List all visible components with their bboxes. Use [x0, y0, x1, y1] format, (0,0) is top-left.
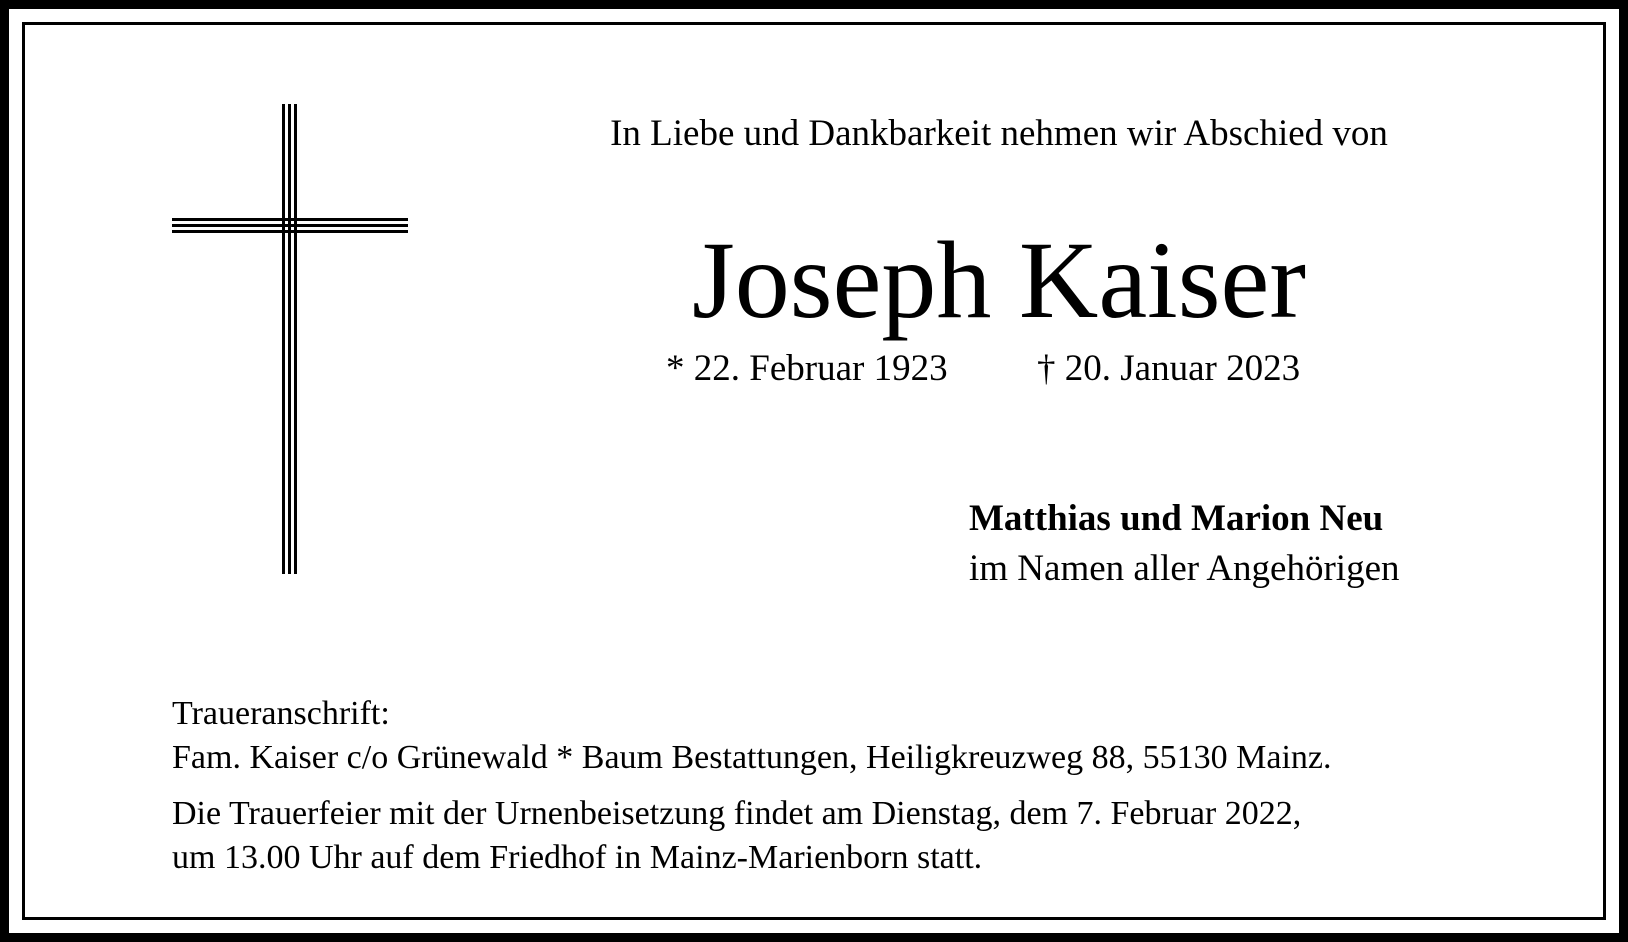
deceased-name: Joseph Kaiser: [691, 219, 1307, 341]
signers-subtitle: im Namen aller Angehörigen: [969, 548, 1400, 589]
ceremony-line-1: Die Trauerfeier mit der Urnenbeisetzung findet am Dienstag, dem 7. Februar 2022,: [172, 795, 1302, 832]
cross-icon: [172, 104, 408, 574]
ceremony-line-2: um 13.00 Uhr auf dem Friedhof in Mainz-Marienborn statt.: [172, 839, 983, 876]
birth-date: * 22. Februar 1923: [666, 348, 948, 389]
intro-text: In Liebe und Dankbarkeit nehmen wir Abschied von: [610, 113, 1388, 154]
death-date: † 20. Januar 2023: [1037, 348, 1301, 389]
signers-names: Matthias und Marion Neu: [969, 498, 1384, 539]
address-line: Fam. Kaiser c/o Grünewald * Baum Bestattungen, Heiligkreuzweg 88, 55130 Mainz.: [172, 739, 1332, 776]
address-label: Traueranschrift:: [172, 695, 390, 732]
